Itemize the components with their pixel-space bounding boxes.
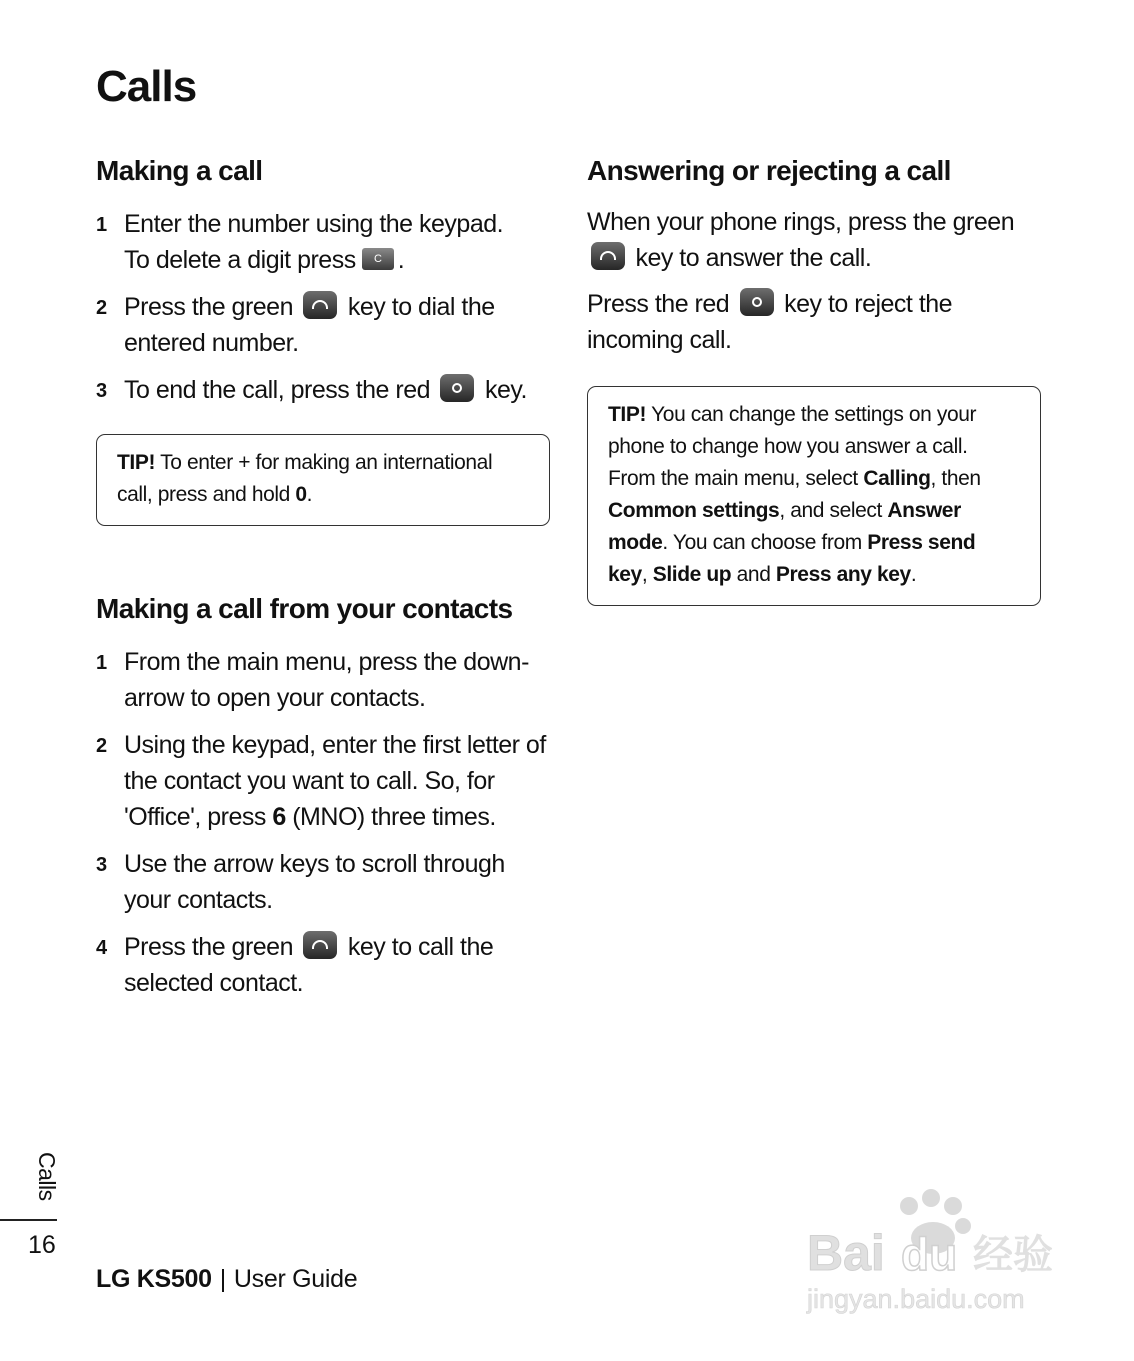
step-number: 2: [96, 735, 107, 757]
right-column: [587, 152, 1043, 606]
green-send-key-icon: [303, 931, 337, 959]
list-item: [96, 206, 552, 278]
step-punct: .: [397, 246, 405, 274]
step-number: 4: [96, 937, 107, 959]
step-line: key to dial the entered number.: [124, 293, 495, 357]
tip-box: [587, 386, 1041, 606]
tip-text: , then: [930, 467, 981, 490]
para-text: key to answer the call.: [635, 244, 872, 272]
tip-end: .: [306, 483, 313, 506]
svg-text:Bai: Bai: [807, 1225, 885, 1281]
step-line: To delete a digit press: [124, 246, 356, 274]
tip-bold: Calling: [863, 467, 931, 490]
red-end-key-icon: [740, 288, 774, 316]
para-text: key to reject the incoming call.: [587, 290, 953, 354]
list-item: [96, 372, 552, 409]
green-send-key-icon: [303, 291, 337, 319]
answer-paragraph: [587, 204, 1043, 276]
step-line: key.: [484, 376, 527, 404]
tip-bold: Press send key: [608, 531, 976, 586]
step-number: 3: [96, 854, 107, 876]
tip-text: . You can choose from: [662, 531, 862, 554]
tip-text: and: [736, 563, 771, 586]
step-line: Press the green: [124, 293, 293, 321]
tip-text: You can change the settings on your phone to change how you answer a call. From the main menu, select: [608, 403, 977, 490]
footer-guide: User Guide: [233, 1265, 358, 1293]
footer: [96, 1265, 357, 1294]
list-item: [96, 644, 552, 716]
contacts-section: [96, 590, 552, 1001]
tip-text: ,: [641, 563, 648, 586]
red-end-key-icon: [440, 374, 474, 402]
step-bold: 6: [272, 803, 286, 831]
step-number: 3: [96, 380, 107, 402]
footer-separator: |: [219, 1265, 226, 1293]
list-item: [96, 289, 552, 361]
step-text: [124, 372, 552, 409]
svg-text:jingyan.baidu.com: jingyan.baidu.com: [807, 1284, 1025, 1314]
tip-bold: Common settings: [608, 499, 780, 522]
step-line: Press the green: [124, 933, 293, 961]
step-text: [124, 727, 552, 835]
page-title: Calls: [96, 62, 197, 111]
side-divider: [0, 1219, 57, 1221]
tip-label: TIP!: [117, 451, 156, 474]
list-item: [96, 929, 552, 1001]
tip-bold: Slide up: [652, 563, 732, 586]
step-text: [124, 289, 552, 361]
making-call-steps: [96, 206, 552, 409]
page-number: 16: [28, 1231, 56, 1259]
tip-text: .: [910, 563, 917, 586]
tip-bold: Answer mode: [608, 499, 961, 554]
step-line: Enter the number using the keypad.: [124, 210, 504, 238]
left-column: [96, 152, 552, 1012]
step-line: (MNO) three times.: [292, 803, 496, 831]
step-line: key to call the selected contact.: [124, 933, 494, 997]
list-item: [96, 846, 552, 918]
contacts-heading: Making a call from your contacts: [96, 593, 513, 624]
baidu-watermark-logo: [805, 1188, 1067, 1318]
step-line: To end the call, press the red: [124, 376, 431, 404]
footer-brand: LG KS500: [96, 1265, 212, 1293]
step-number: 1: [96, 214, 107, 236]
tip-bold: Press any key: [775, 563, 911, 586]
step-number: 1: [96, 652, 107, 674]
tip-text: To enter + for making an international call, press and hold: [117, 451, 493, 506]
tip-bold: 0: [295, 483, 307, 506]
step-line: Using the keypad, enter the first letter of the contact you want to call. So, for 'Office', press: [124, 731, 546, 831]
side-tab: Calls: [34, 1152, 60, 1201]
answering-heading: Answering or rejecting a call: [587, 155, 951, 186]
step-text: Use the arrow keys to scroll through your contacts.: [124, 850, 505, 914]
list-item: [96, 727, 552, 835]
contacts-steps: [96, 644, 552, 1001]
step-text: [124, 929, 552, 1001]
clear-key-icon: C: [362, 248, 394, 270]
para-text: Press the red: [587, 290, 730, 318]
svg-text:经验: 经验: [973, 1232, 1053, 1278]
reject-paragraph: [587, 286, 1043, 358]
svg-text:du: du: [901, 1228, 958, 1280]
para-text: When your phone rings, press the green: [587, 208, 1015, 236]
tip-box: [96, 434, 550, 526]
tip-text: , and select: [779, 499, 882, 522]
making-call-heading: Making a call: [96, 155, 263, 186]
green-send-key-icon: [591, 242, 625, 270]
tip-label: TIP!: [608, 403, 647, 426]
step-text: [124, 206, 552, 278]
step-number: 2: [96, 297, 107, 319]
step-text: From the main menu, press the down-arrow to open your contacts.: [124, 648, 529, 712]
